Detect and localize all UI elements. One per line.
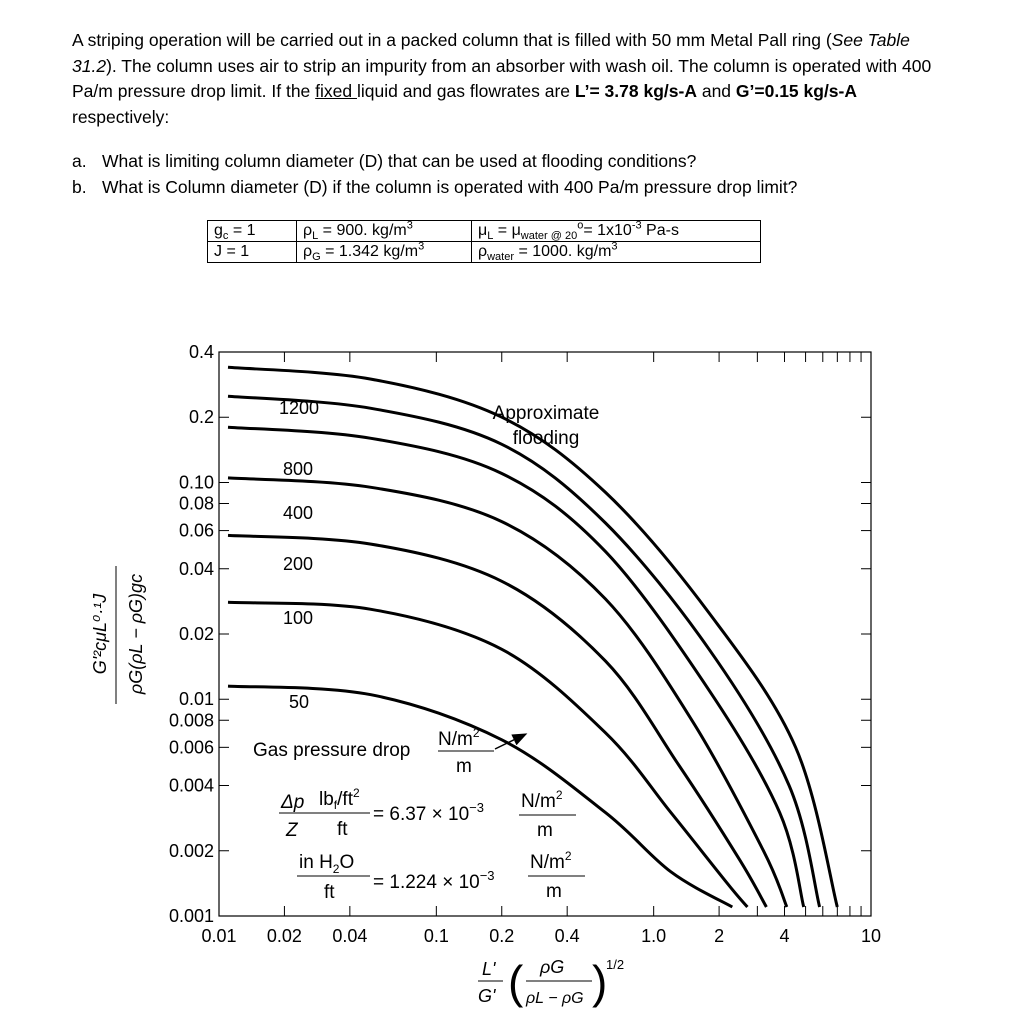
flooding-line-1: Approximate [492,403,600,424]
param-rho-l: $\rho_L = 900$. $kg/m^3$ [297,221,472,242]
h2o-den: ft [324,882,335,903]
x-tick-label: 0.2 [489,926,515,946]
x-tick-label: 0.02 [266,926,302,946]
xlabel-den: G' [478,986,496,1006]
label-50: 50 [289,692,310,712]
label-100: 100 [283,608,314,628]
y-tick-label: 0.001 [168,906,214,926]
problem-intro-3: liquid and gas flowrates are [356,81,575,101]
y-tick-label: 0.002 [168,840,214,861]
xlabel-exponent: 1/2 [606,957,625,972]
h2o-rhs-den: m [546,881,562,902]
y-tick-label: 0.04 [178,558,214,579]
paren-right: ) [592,956,608,1008]
label-1200: 1200 [279,398,320,418]
dp-rhs-den: m [537,820,553,841]
flooding-annotation [493,403,600,449]
curve-800 [228,427,804,907]
y-tick-label: 0.02 [178,624,214,644]
h2o-rhs-num: $N/m^2$ [530,849,572,873]
curve-400 [228,478,787,907]
dp-units-den: ft [337,819,348,840]
label-400: 400 [283,503,314,523]
param-rho-g: $\rho_G = 1.342$ $kg/m^3$ [297,242,472,263]
y-tick-label: 0.4 [188,342,214,362]
gas-pd-num: $N/m^2$ [438,726,480,750]
y-axis-label [90,566,146,704]
y-tick-label: 0.008 [168,710,214,731]
curve-1200 [228,396,820,907]
dp-conversion [279,786,576,841]
y-tick-label: 0.08 [178,493,214,514]
gas-rate: G’=0.15 kg/s-A [735,81,858,101]
question-label: a. [72,151,87,171]
param-gc: $g_c = 1$ [208,221,297,242]
curve-labels [279,398,319,712]
h2o-conversion [297,849,585,903]
xlabel-num: L' [482,959,496,979]
gas-pd-text: Gas pressure drop [253,740,411,761]
dp-units-num: $lb_f/ft^2$ [319,786,360,812]
y-tick-label: 0.2 [188,407,214,428]
ylabel-num: G'²cμL⁰·¹J [90,593,110,675]
paren-left: ( [508,956,524,1008]
table-reference: See Table 31.2 [72,30,910,76]
gas-pressure-drop-annotation [253,726,526,777]
y-tick-label: 0.01 [178,689,214,710]
question-label: b. [72,177,87,197]
x-tick-label: 0.1 [423,926,449,946]
problem-intro-end: respectively: [72,106,170,127]
x-axis-label [478,956,624,1008]
x-tick-label: 0.4 [554,926,580,946]
param-mu-l: $\mu_L = \mu_{water @ 20}^o= 1x10^{-3}$ Pa-s [472,221,761,242]
param-j: J = 1 [208,242,297,263]
y-tick-label: 0.006 [168,737,214,758]
x-tick-label: 2 [714,926,725,946]
y-tick-label: 0.10 [178,472,214,493]
label-200: 200 [283,554,314,574]
problem-intro: A striping operation will be carried out in a packed column that is filled with 50 mm Metal Pall ring ( [72,30,832,50]
x-tick-label: 10 [860,926,882,946]
liquid-rate: L’= 3.78 kg/s-A [574,81,697,101]
question-text: What is limiting column diameter (D) that can be used at flooding conditions? [102,151,697,171]
flooding-line-2: flooding [512,428,580,449]
dp-num: Δp [281,792,305,813]
y-tick-label: 0.06 [178,520,214,541]
h2o-equation: = $1.224 \times 10^{-3}$ [373,868,495,893]
xlabel-inner-den: ρL − ρG [526,990,584,1007]
ylabel-den: ρG(ρL − ρG)gc [126,573,146,695]
x-tick-label: 4 [779,926,790,946]
x-tick-label: 0.04 [332,926,368,946]
dp-den: Z [286,820,298,841]
h2o-num: in $H_2O$ [299,852,355,876]
problem-intro-2: ). The column uses air to strip an impurity from an absorber with wash oil. The column is operated with 400 Pa/m pressure drop limit. If the [72,55,932,101]
fixed-word: fixed [315,81,357,101]
and-word: and [696,81,736,101]
x-tick-label: 0.01 [201,926,237,946]
label-800: 800 [283,459,314,479]
gas-pd-den: m [456,756,472,777]
question-text: What is Column diameter (D) if the column is operated with 400 Pa/m pressure drop limit? [102,177,798,197]
arrow [495,734,526,749]
y-tick-label: 0.004 [168,775,214,796]
x-tick-label: 1.0 [641,926,667,946]
param-rho-water: $\rho_{water} = 1000$. $kg/m^3$ [472,242,761,263]
dp-rhs-num: $N/m^2$ [521,788,563,812]
dp-equation: = $6.37 \times 10^{-3}$ [373,800,484,825]
xlabel-inner-num: ρG [540,957,565,977]
